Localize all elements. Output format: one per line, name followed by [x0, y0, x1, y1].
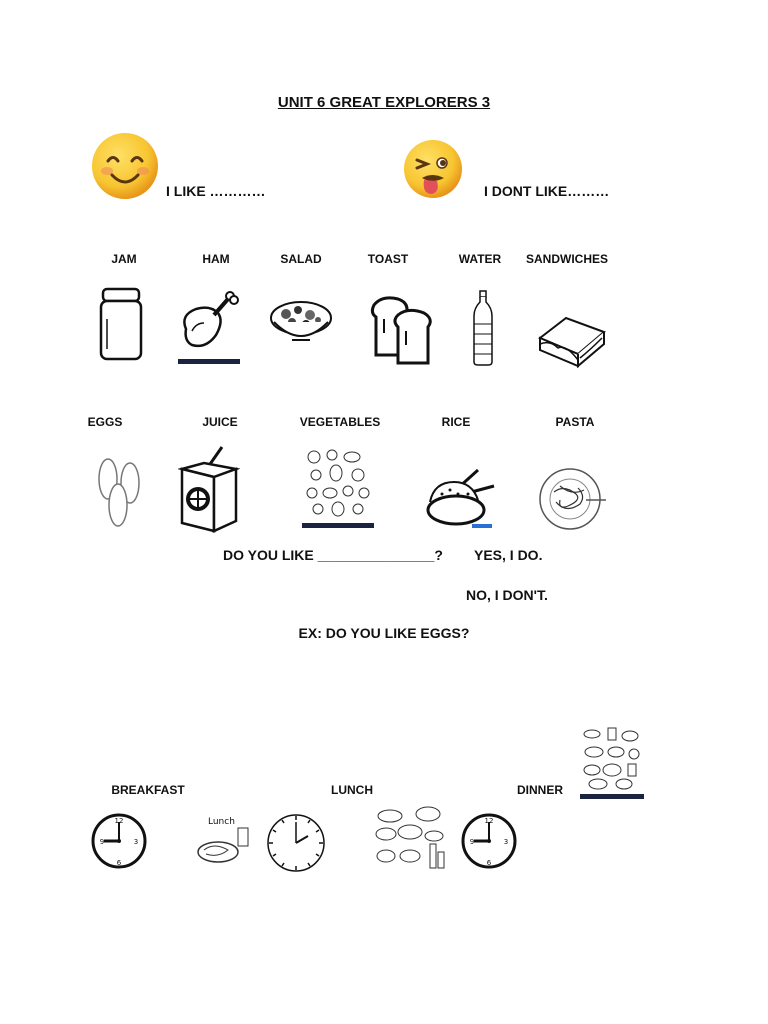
food-label-ham: HAM: [202, 252, 230, 266]
svg-text:9: 9: [99, 838, 105, 846]
water-bottle-icon: [472, 290, 494, 366]
ham-leg-icon: [176, 287, 242, 367]
food-label-jam: JAM: [111, 252, 137, 266]
worksheet-title: UNIT 6 GREAT EXPLORERS 3: [277, 94, 491, 111]
clock-icon-breakfast: [90, 810, 148, 872]
vegetables-icon: [302, 447, 374, 531]
food-label-eggs: EGGS: [87, 415, 123, 429]
food-label-rice: RICE: [441, 415, 471, 429]
sandwich-icon: [536, 310, 608, 368]
svg-text:9: 9: [469, 838, 475, 846]
answer-yes: YES, I DO.: [474, 547, 543, 563]
answer-no: NO, I DON'T.: [466, 587, 548, 603]
lunch-caption: Lunch: [208, 817, 235, 827]
svg-text:12: 12: [114, 817, 124, 825]
dinner-spread-picture: [374, 802, 446, 874]
smiling-face-icon: [90, 131, 160, 201]
food-label-vegetables: VEGETABLES: [299, 415, 381, 429]
question-prompt: DO YOU LIKE _______________?: [223, 547, 443, 563]
salad-bowl-icon: [268, 290, 334, 366]
lunch-picture: [194, 812, 252, 870]
toast-icon: [370, 293, 436, 367]
meal-label-dinner: DINNER: [516, 783, 563, 797]
food-label-sandwiches: SANDWICHES: [525, 252, 608, 266]
food-label-water: WATER: [458, 252, 502, 266]
clock-icon-lunch: [266, 812, 326, 874]
food-label-toast: TOAST: [367, 252, 409, 266]
food-label-salad: SALAD: [280, 252, 322, 266]
dinner-food-icon: [580, 724, 644, 800]
like-phrase: I LIKE …………: [166, 183, 266, 199]
dislike-phrase: I DONT LIKE………: [484, 183, 610, 199]
pasta-plate-icon: [538, 466, 608, 532]
svg-text:12: 12: [484, 817, 494, 825]
svg-text:6: 6: [116, 859, 122, 867]
svg-text:3: 3: [503, 838, 509, 846]
clock-icon-dinner: [460, 810, 518, 872]
juice-box-icon: [178, 445, 240, 533]
jam-jar-icon: [98, 287, 144, 363]
food-label-pasta: PASTA: [555, 415, 595, 429]
food-label-juice: JUICE: [202, 415, 238, 429]
svg-text:6: 6: [486, 859, 492, 867]
winking-tongue-face-icon: [402, 138, 464, 200]
example-question: EX: DO YOU LIKE EGGS?: [298, 625, 470, 641]
meal-label-lunch: LUNCH: [331, 783, 373, 797]
meal-label-breakfast: BREAKFAST: [111, 783, 185, 797]
svg-text:3: 3: [133, 838, 139, 846]
rice-bowl-icon: [424, 468, 496, 532]
eggs-icon: [94, 455, 148, 529]
